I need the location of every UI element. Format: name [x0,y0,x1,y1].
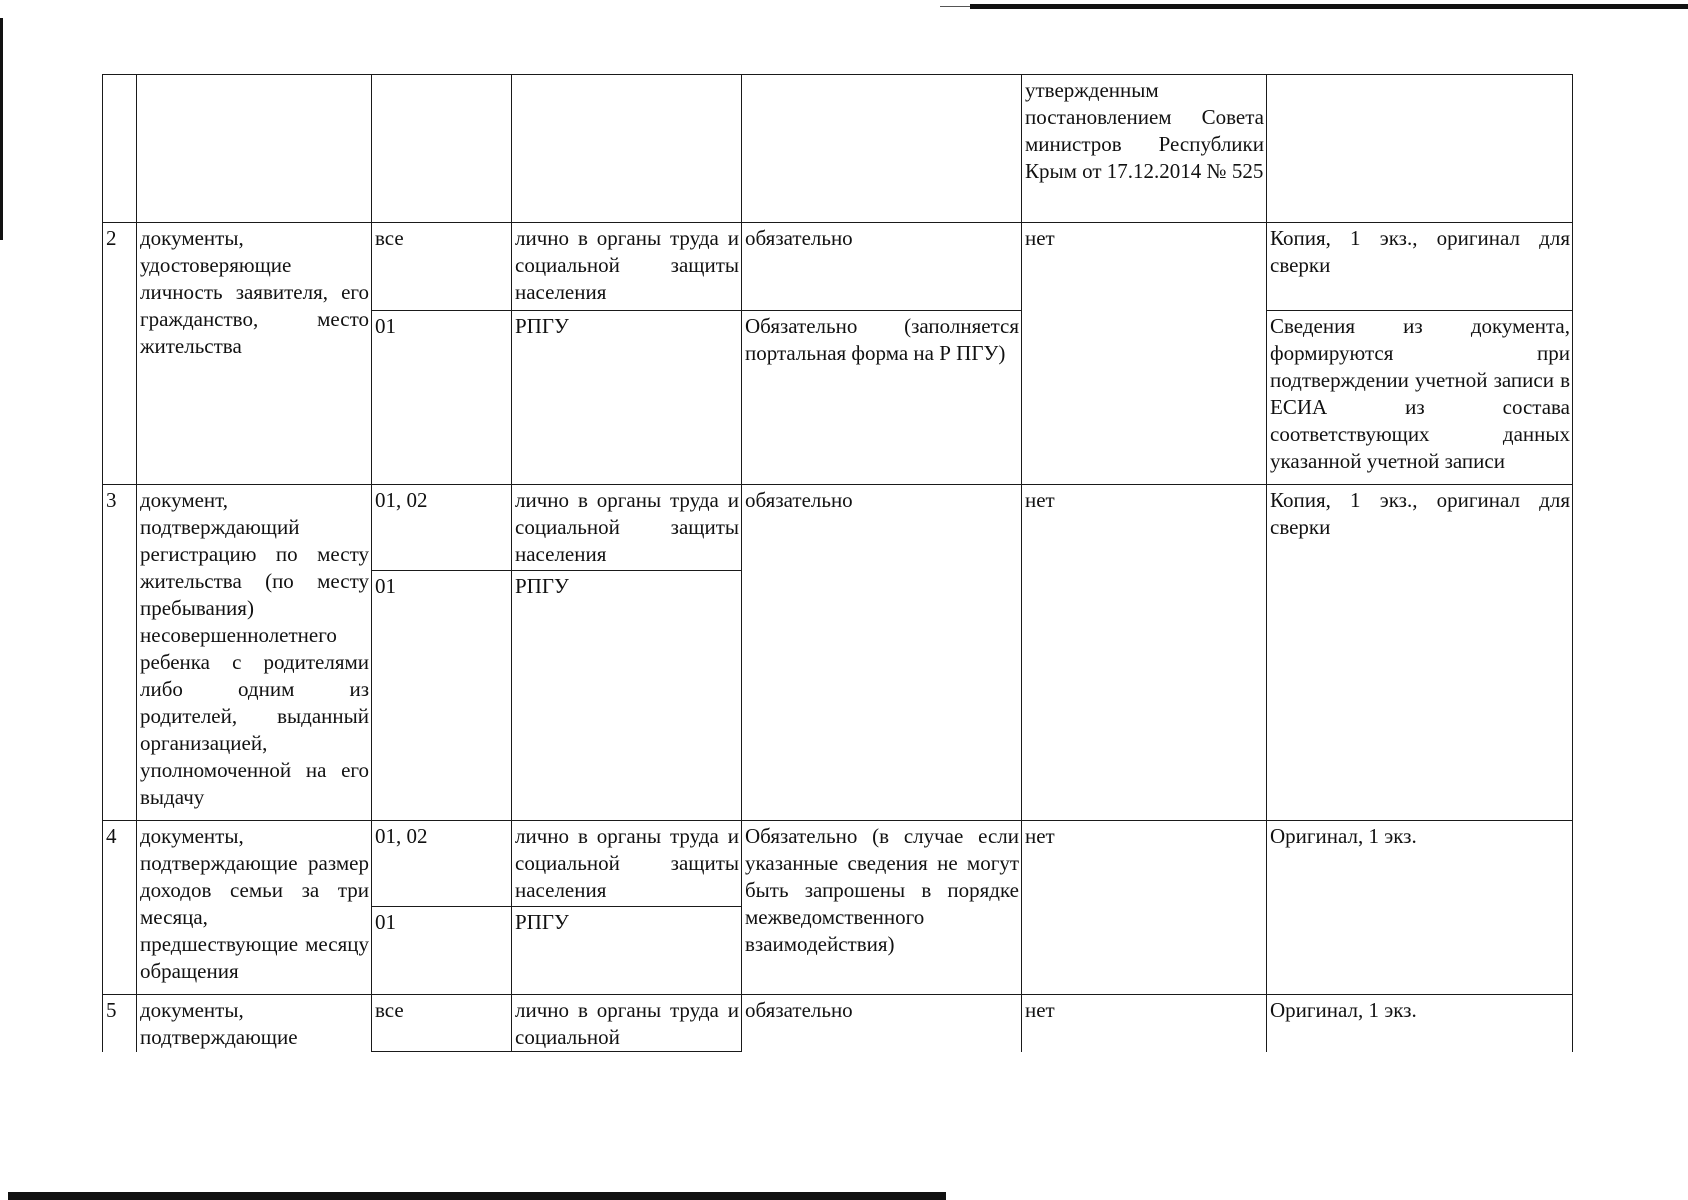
scan-edge-top [970,4,1688,9]
code-cell: 01, 02 [372,821,512,907]
method-cell: лично в органы труда и социальной защиты населения [512,485,742,571]
code-cell: все [372,995,512,1052]
row-number-cell: 4 [103,821,137,995]
note-cell: Копия, 1 экз., оригинал для сверки [1267,485,1573,821]
requirement-cell: обязательно [742,485,1022,821]
method-cell: лично в органы труда и социальной [512,995,742,1052]
row-number-cell: 3 [103,485,137,821]
method-cell: лично в органы труда и социальной защиты населения [512,821,742,907]
code-cell: 01, 02 [372,485,512,571]
method-cell: РПГУ [512,907,742,995]
regulation-cell: утвержденным постановлением Совета министров Республики Крым от 17.12.2014 № 525 [1022,75,1267,223]
requirement-cell: Обязательно (заполняется портальная форма на Р ПГУ) [742,311,1022,485]
code-cell: 01 [372,571,512,821]
method-cell: лично в органы труда и социальной защиты населения [512,223,742,311]
requirement-cell: обязательно [742,995,1022,1052]
requirement-cell: Обязательно (в случае если указанные сведения не могут быть запрошены в порядке межведомственного взаимодействия) [742,821,1022,995]
code-cell: все [372,223,512,311]
row-number-cell: 2 [103,223,137,485]
document-cell: документ, подтверждающий регистрацию по месту жительства (по месту пребывания) несовершеннолетнего ребенка с родителями либо одним из родителей, выданный организацией, уполномоченной на его выдачу [137,485,372,821]
method-cell: РПГУ [512,571,742,821]
note-cell: Оригинал, 1 экз. [1267,995,1573,1052]
documents-table [102,74,1573,1052]
method-cell [512,75,742,223]
document-cell: документы, удостоверяющие личность заявителя, его гражданство, место жительства [137,223,372,485]
code-cell [372,75,512,223]
regulation-cell: нет [1022,485,1267,821]
method-cell: РПГУ [512,311,742,485]
regulation-cell: нет [1022,821,1267,995]
code-cell: 01 [372,311,512,485]
document-cell: документы, подтверждающие [137,995,372,1052]
regulation-cell: нет [1022,223,1267,485]
table-row [103,223,1573,311]
requirement-cell: обязательно [742,223,1022,311]
row-number-cell: 5 [103,995,137,1052]
table-row [103,821,1573,907]
regulation-cell: нет [1022,995,1267,1052]
note-cell: Оригинал, 1 экз. [1267,821,1573,995]
requirement-cell [742,75,1022,223]
code-cell: 01 [372,907,512,995]
note-cell: Копия, 1 экз., оригинал для сверки [1267,223,1573,311]
document-cell [137,75,372,223]
table-row [103,75,1573,223]
note-cell: Сведения из документа, формируются при подтверждении учетной записи в ЕСИА из состава соответствующих данных указанной учетной записи [1267,311,1573,485]
row-number-cell [103,75,137,223]
document-cell: документы, подтверждающие размер доходов семьи за три месяца, предшествующие месяцу обращения [137,821,372,995]
table-row [103,485,1573,571]
note-cell [1267,75,1573,223]
scan-edge-left [0,18,3,240]
table-row [103,995,1573,1052]
scan-edge-bottom [8,1192,946,1200]
